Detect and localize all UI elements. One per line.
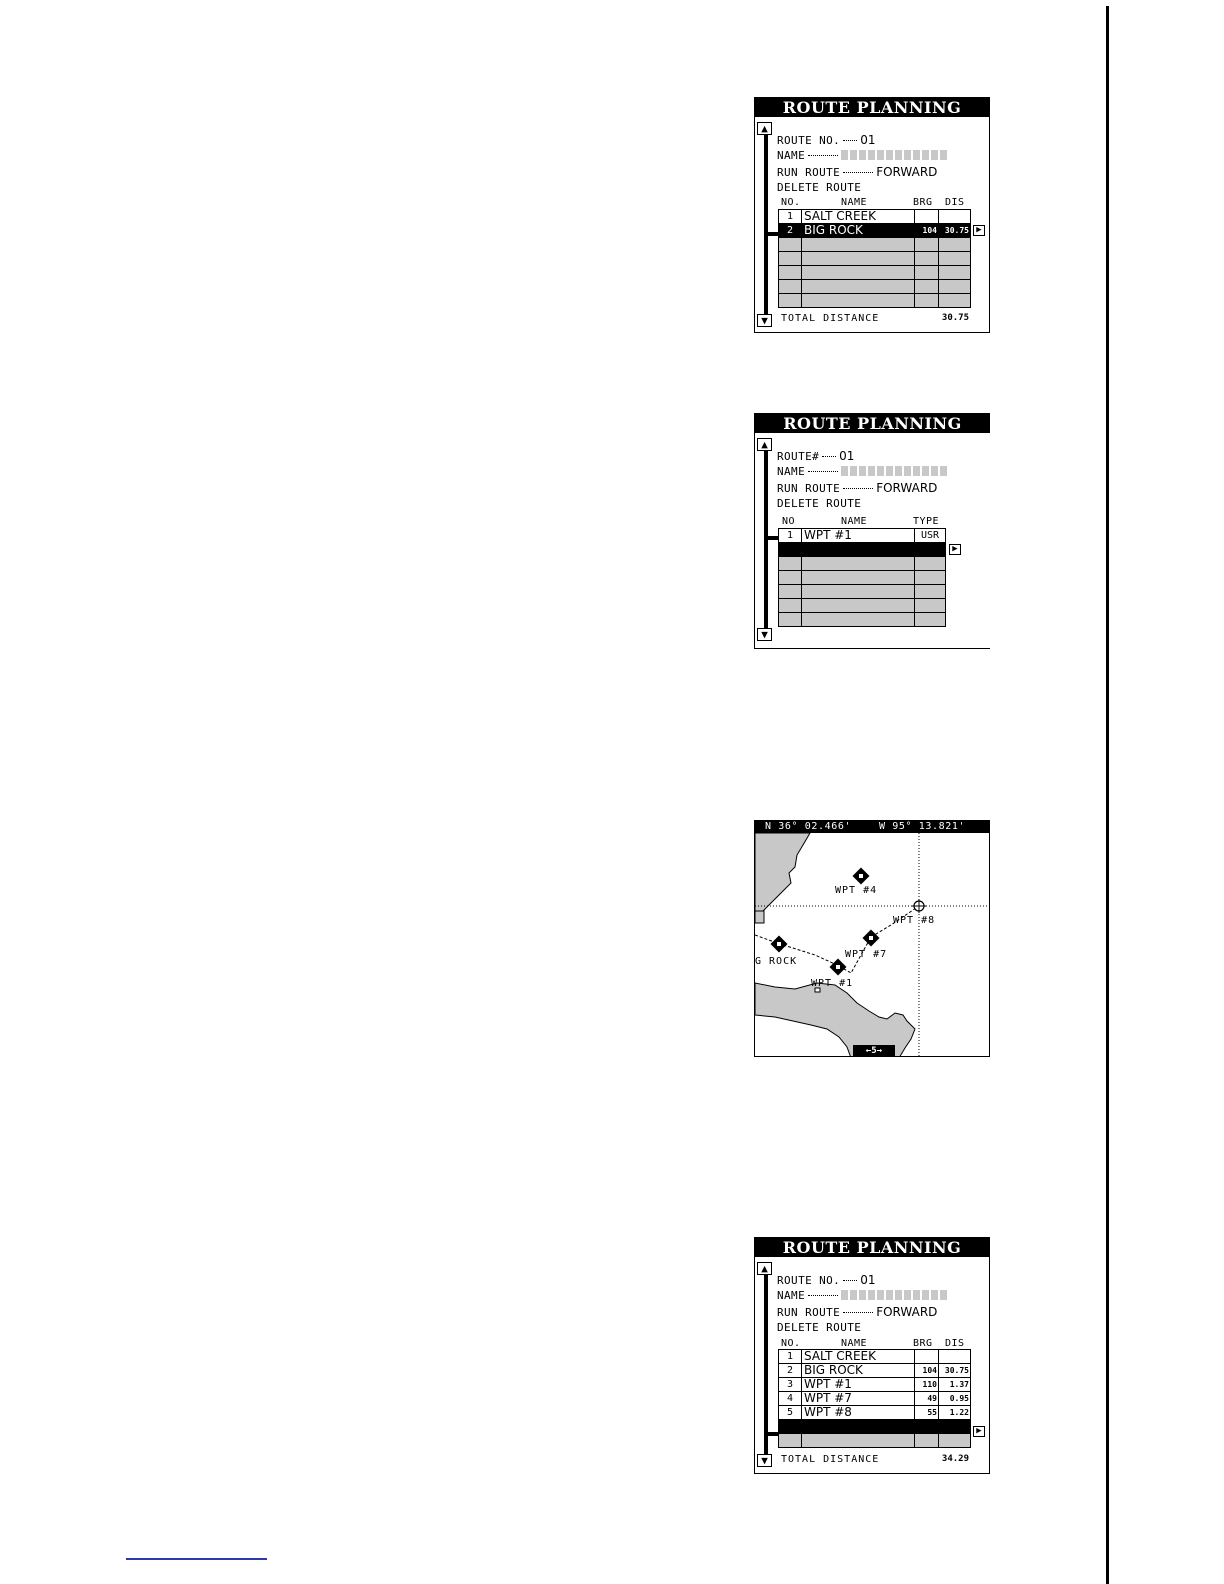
coordinate-bar xyxy=(755,821,989,833)
up-arrow-icon[interactable]: ▲ xyxy=(757,122,772,135)
route-number-value: 01 xyxy=(860,133,876,147)
row-number: 1 xyxy=(779,1350,802,1364)
wpt8-label: WPT #8 xyxy=(893,915,936,926)
row-distance: 1.22 xyxy=(939,1406,971,1420)
col-header-no: NO. xyxy=(781,1338,801,1349)
route-number-value: 01 xyxy=(860,1273,876,1287)
row-bearing: 104 xyxy=(915,224,939,238)
run-route-row[interactable] xyxy=(777,166,937,179)
name-row[interactable] xyxy=(777,1290,947,1302)
route-planning-screen-3 xyxy=(754,1237,990,1474)
screen-title: ROUTE PLANNING xyxy=(755,414,990,433)
run-route-row[interactable] xyxy=(777,482,937,495)
col-header-name: NAME xyxy=(841,516,868,527)
row-number: 1 xyxy=(779,529,802,543)
down-arrow-icon[interactable]: ▼ xyxy=(757,1454,772,1467)
down-arrow-icon[interactable]: ▼ xyxy=(757,314,772,327)
right-arrow-icon[interactable]: ▶ xyxy=(973,225,985,236)
col-header-dis: DIS xyxy=(945,1338,965,1349)
row-number: 4 xyxy=(779,1392,802,1406)
delete-route-button[interactable]: DELETE ROUTE xyxy=(777,181,862,194)
name-label: NAME xyxy=(777,465,806,478)
total-distance-label: TOTAL DISTANCE xyxy=(781,313,880,324)
table-row-empty[interactable] xyxy=(779,252,971,266)
col-header-name: NAME xyxy=(841,197,868,208)
run-route-row[interactable] xyxy=(777,1306,937,1319)
wpt1-label: WPT #1 xyxy=(811,978,854,989)
land-mass-north xyxy=(755,833,810,915)
row-distance: 1.37 xyxy=(939,1378,971,1392)
run-route-label: RUN ROUTE xyxy=(777,1306,841,1319)
row-bearing xyxy=(915,1350,939,1364)
run-route-value: FORWARD xyxy=(876,1305,938,1319)
col-header-no: NO. xyxy=(781,197,801,208)
table-row[interactable] xyxy=(779,1364,971,1378)
col-header-name: NAME xyxy=(841,1338,868,1349)
route-number-row[interactable] xyxy=(777,134,875,147)
table-row-selected[interactable] xyxy=(779,224,971,238)
big-rock-label: G ROCK xyxy=(755,956,798,967)
latitude-readout: N 36° 02.466' xyxy=(765,821,852,832)
table-row-empty[interactable] xyxy=(779,599,946,613)
row-bearing: 110 xyxy=(915,1378,939,1392)
table-row[interactable] xyxy=(779,210,971,224)
run-route-value: FORWARD xyxy=(876,481,938,495)
row-name: WPT #1 xyxy=(802,1378,915,1392)
row-bearing: 55 xyxy=(915,1406,939,1420)
route-planning-screen-1 xyxy=(754,97,990,333)
zoom-range-indicator[interactable]: ←5→ xyxy=(853,1045,895,1057)
route-table xyxy=(778,209,971,308)
row-distance: 0.95 xyxy=(939,1392,971,1406)
run-route-label: RUN ROUTE xyxy=(777,482,841,495)
table-row-empty[interactable] xyxy=(779,238,971,252)
route-number-label: ROUTE NO. xyxy=(777,1274,841,1287)
row-number: 2 xyxy=(779,224,802,238)
table-row-selected[interactable] xyxy=(779,543,946,557)
name-row[interactable] xyxy=(777,466,947,478)
route-number-label: ROUTE NO. xyxy=(777,134,841,147)
row-distance: 30.75 xyxy=(939,1364,971,1378)
right-arrow-icon[interactable]: ▶ xyxy=(949,544,961,555)
row-number: 1 xyxy=(779,210,802,224)
col-header-brg: BRG xyxy=(913,1338,933,1349)
row-name: WPT #7 xyxy=(802,1392,915,1406)
footer-link-underline xyxy=(126,1558,267,1560)
table-row-empty[interactable] xyxy=(779,571,946,585)
scroll-rail xyxy=(764,128,768,324)
table-row[interactable] xyxy=(779,1406,971,1420)
total-distance-value: 30.75 xyxy=(941,313,969,323)
map-screen[interactable] xyxy=(754,820,990,1057)
row-name: SALT CREEK xyxy=(802,210,915,224)
route-number-row[interactable] xyxy=(777,1274,875,1287)
waypoint-diamond-icon[interactable] xyxy=(771,936,788,953)
table-row-empty[interactable] xyxy=(779,280,971,294)
table-row[interactable] xyxy=(779,1378,971,1392)
longitude-readout: W 95° 13.821' xyxy=(879,821,966,832)
row-number: 5 xyxy=(779,1406,802,1420)
name-row[interactable] xyxy=(777,150,947,162)
name-label: NAME xyxy=(777,1289,806,1302)
table-row-empty[interactable] xyxy=(779,613,946,627)
name-field[interactable] xyxy=(841,150,947,160)
right-arrow-icon[interactable]: ▶ xyxy=(973,1426,985,1437)
wpt4-label: WPT #4 xyxy=(835,885,878,896)
map-canvas[interactable] xyxy=(755,833,990,1057)
crosshair-cursor-icon[interactable] xyxy=(912,899,926,913)
run-route-label: RUN ROUTE xyxy=(777,166,841,179)
row-name: BIG ROCK xyxy=(802,224,915,238)
delete-route-button[interactable]: DELETE ROUTE xyxy=(777,1321,862,1334)
route-number-value: 01 xyxy=(839,449,855,463)
down-arrow-icon[interactable]: ▼ xyxy=(757,628,772,641)
wpt7-label: WPT #7 xyxy=(845,949,888,960)
scroll-rail xyxy=(764,444,768,640)
row-name: WPT #1 xyxy=(802,529,915,543)
row-distance xyxy=(939,210,971,224)
table-row-empty[interactable] xyxy=(779,1434,971,1448)
col-header-no: NO xyxy=(782,516,796,527)
total-distance xyxy=(781,1454,969,1465)
row-number: 2 xyxy=(779,1364,802,1378)
page-divider xyxy=(1106,6,1109,1584)
route-table xyxy=(778,528,946,627)
row-name: BIG ROCK xyxy=(802,1364,915,1378)
row-number: 3 xyxy=(779,1378,802,1392)
row-distance xyxy=(939,1350,971,1364)
total-distance xyxy=(781,313,969,324)
table-row[interactable] xyxy=(779,1392,971,1406)
table-row-empty[interactable] xyxy=(779,557,946,571)
route-number-label: ROUTE# xyxy=(777,450,820,463)
run-route-value: FORWARD xyxy=(876,165,938,179)
name-label: NAME xyxy=(777,149,806,162)
total-distance-value: 34.29 xyxy=(941,1454,969,1464)
table-row-selected[interactable] xyxy=(779,1420,971,1434)
table-row-empty[interactable] xyxy=(779,294,971,308)
delete-route-button[interactable]: DELETE ROUTE xyxy=(777,497,862,510)
shore-marker xyxy=(755,911,764,923)
name-field[interactable] xyxy=(841,466,947,476)
waypoint-diamond-icon[interactable] xyxy=(863,930,880,947)
row-bearing xyxy=(915,210,939,224)
row-bearing: 104 xyxy=(915,1364,939,1378)
route-number-row[interactable] xyxy=(777,450,854,463)
row-distance: 30.75 xyxy=(939,224,971,238)
waypoint-diamond-icon[interactable] xyxy=(830,959,847,976)
screen-title: ROUTE PLANNING xyxy=(755,98,989,117)
table-row[interactable] xyxy=(779,1350,971,1364)
table-row-empty[interactable] xyxy=(779,266,971,280)
route-planning-screen-2 xyxy=(754,413,990,649)
up-arrow-icon[interactable]: ▲ xyxy=(757,438,772,451)
name-field[interactable] xyxy=(841,1290,947,1300)
table-row[interactable] xyxy=(779,529,946,543)
table-row-empty[interactable] xyxy=(779,585,946,599)
col-header-dis: DIS xyxy=(945,197,965,208)
waypoint-diamond-icon[interactable] xyxy=(853,868,870,885)
row-name: WPT #8 xyxy=(802,1406,915,1420)
screen-title: ROUTE PLANNING xyxy=(755,1238,989,1257)
row-bearing: 49 xyxy=(915,1392,939,1406)
up-arrow-icon[interactable]: ▲ xyxy=(757,1262,772,1275)
row-type: USR xyxy=(915,529,946,543)
total-distance-label: TOTAL DISTANCE xyxy=(781,1454,880,1465)
route-table xyxy=(778,1349,971,1448)
row-name: SALT CREEK xyxy=(802,1350,915,1364)
col-header-type: TYPE xyxy=(913,516,940,527)
col-header-brg: BRG xyxy=(913,197,933,208)
